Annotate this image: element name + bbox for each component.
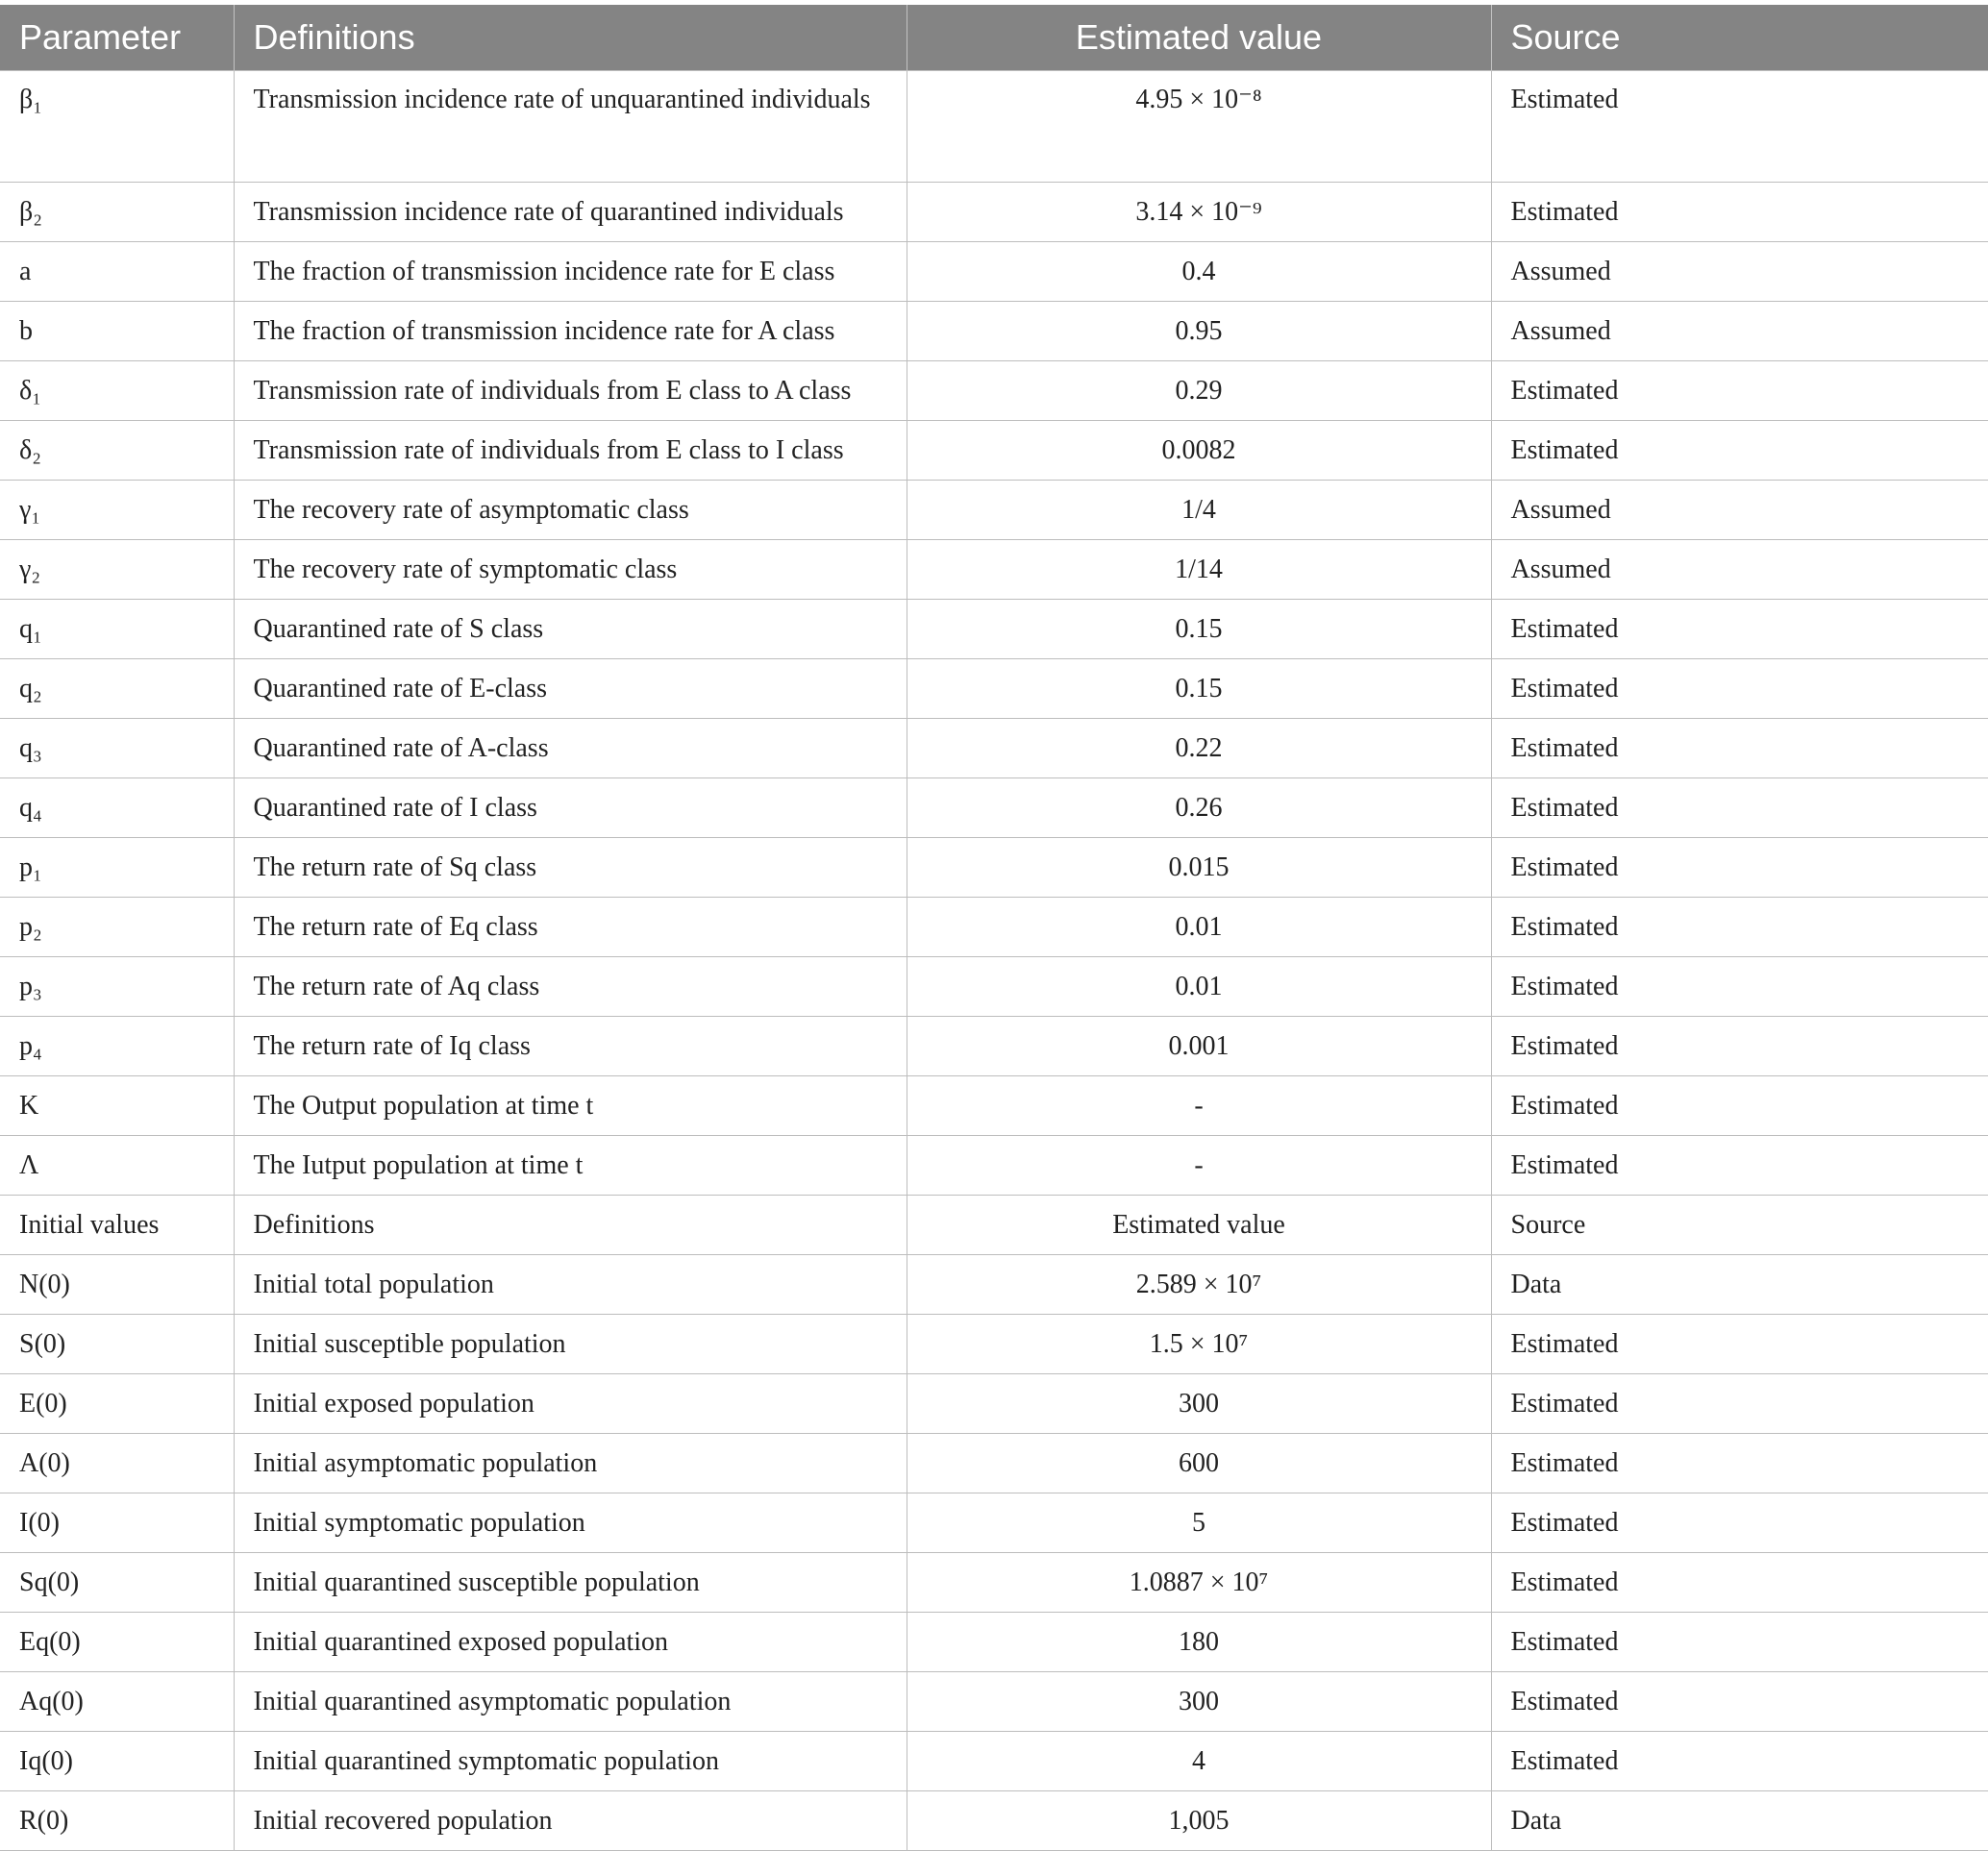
cell-parameter: Eq(0): [0, 1613, 234, 1672]
cell-source: Estimated: [1491, 1732, 1988, 1791]
table-row: [0, 183, 1988, 242]
cell-source: Estimated: [1491, 1315, 1988, 1374]
header-source: Source: [1491, 5, 1988, 71]
cell-parameter: A(0): [0, 1434, 234, 1493]
cell-source: Estimated: [1491, 1076, 1988, 1136]
cell-source: Estimated: [1491, 778, 1988, 838]
header-definitions: Definitions: [234, 5, 907, 71]
cell-definition: The return rate of Aq class: [234, 957, 907, 1017]
cell-source: Estimated: [1491, 1553, 1988, 1613]
cell-definition: The recovery rate of asymptomatic class: [234, 481, 907, 540]
cell-source: Estimated: [1491, 1493, 1988, 1553]
cell-source: Assumed: [1491, 302, 1988, 361]
cell-estimated-value: 300: [907, 1374, 1491, 1434]
table-row: [0, 421, 1988, 481]
cell-definition: Initial total population: [234, 1255, 907, 1315]
cell-definition: Quarantined rate of I class: [234, 778, 907, 838]
cell-parameter: K: [0, 1076, 234, 1136]
table-row: [0, 1374, 1988, 1434]
cell-parameter: δ₂: [0, 421, 234, 481]
cell-parameter: p₄: [0, 1017, 234, 1076]
table-row: [0, 361, 1988, 421]
cell-estimated-value: 180: [907, 1613, 1491, 1672]
cell-definition: Initial quarantined susceptible population: [234, 1553, 907, 1613]
cell-parameter: p₁: [0, 838, 234, 898]
table-row: [0, 302, 1988, 361]
cell-source: Estimated: [1491, 957, 1988, 1017]
cell-definition: Initial quarantined symptomatic population: [234, 1732, 907, 1791]
cell-estimated-value: -: [907, 1136, 1491, 1196]
cell-source: Estimated: [1491, 1434, 1988, 1493]
header-estimated-value: Estimated value: [907, 5, 1491, 71]
table-row: [0, 1315, 1988, 1374]
table-row: [0, 1553, 1988, 1613]
table-row: [0, 838, 1988, 898]
cell-estimated-value: 2.589 × 10⁷: [907, 1255, 1491, 1315]
cell-estimated-value: 1.0887 × 10⁷: [907, 1553, 1491, 1613]
cell-estimated-value: 0.22: [907, 719, 1491, 778]
cell-definition: Initial exposed population: [234, 1374, 907, 1434]
cell-parameter: Sq(0): [0, 1553, 234, 1613]
cell-parameter: γ₂: [0, 540, 234, 600]
cell-estimated-value: 0.4: [907, 242, 1491, 302]
cell-source: Estimated: [1491, 1017, 1988, 1076]
cell-definition: Initial recovered population: [234, 1791, 907, 1851]
cell-estimated-value: 4: [907, 1732, 1491, 1791]
cell-parameter: Aq(0): [0, 1672, 234, 1732]
cell-source: Data: [1491, 1791, 1988, 1851]
cell-source: Estimated: [1491, 1613, 1988, 1672]
cell-definition: Quarantined rate of S class: [234, 600, 907, 659]
cell-parameter: q₂: [0, 659, 234, 719]
cell-estimated-value: 0.01: [907, 957, 1491, 1017]
cell-definition: The recovery rate of symptomatic class: [234, 540, 907, 600]
cell-source: Estimated: [1491, 898, 1988, 957]
cell-source: Estimated: [1491, 600, 1988, 659]
cell-source: Estimated: [1491, 361, 1988, 421]
cell-parameter: E(0): [0, 1374, 234, 1434]
cell-definition: Initial asymptomatic population: [234, 1434, 907, 1493]
table-row: [0, 540, 1988, 600]
cell-parameter: q₃: [0, 719, 234, 778]
cell-definition: The Iutput population at time t: [234, 1136, 907, 1196]
cell-source: Estimated: [1491, 421, 1988, 481]
cell-parameter: Initial values: [0, 1196, 234, 1255]
cell-definition: Quarantined rate of E-class: [234, 659, 907, 719]
cell-parameter: β₁: [0, 71, 234, 183]
cell-parameter: γ₁: [0, 481, 234, 540]
table-row: [0, 957, 1988, 1017]
cell-source: Estimated: [1491, 1374, 1988, 1434]
cell-source: Estimated: [1491, 659, 1988, 719]
cell-parameter: a: [0, 242, 234, 302]
cell-source: Assumed: [1491, 540, 1988, 600]
cell-definition: Transmission incidence rate of unquarantined individuals: [234, 71, 907, 183]
cell-parameter: δ₁: [0, 361, 234, 421]
cell-parameter: Iq(0): [0, 1732, 234, 1791]
cell-parameter: q₄: [0, 778, 234, 838]
cell-source: Estimated: [1491, 719, 1988, 778]
cell-parameter: b: [0, 302, 234, 361]
cell-source: Source: [1491, 1196, 1988, 1255]
table-row: [0, 1076, 1988, 1136]
cell-source: Estimated: [1491, 71, 1988, 183]
cell-definition: The return rate of Sq class: [234, 838, 907, 898]
cell-parameter: I(0): [0, 1493, 234, 1553]
table-row: [0, 1255, 1988, 1315]
cell-estimated-value: -: [907, 1076, 1491, 1136]
cell-estimated-value: 0.015: [907, 838, 1491, 898]
cell-definition: Initial susceptible population: [234, 1315, 907, 1374]
table-row: [0, 600, 1988, 659]
cell-estimated-value: 0.0082: [907, 421, 1491, 481]
cell-definition: Initial symptomatic population: [234, 1493, 907, 1553]
table-row: [0, 1017, 1988, 1076]
table-row: [0, 1434, 1988, 1493]
cell-parameter: N(0): [0, 1255, 234, 1315]
cell-definition: Initial quarantined exposed population: [234, 1613, 907, 1672]
cell-source: Data: [1491, 1255, 1988, 1315]
cell-estimated-value: 0.29: [907, 361, 1491, 421]
table-row: [0, 71, 1988, 183]
cell-estimated-value: 0.15: [907, 659, 1491, 719]
cell-definition: Transmission rate of individuals from E class to I class: [234, 421, 907, 481]
cell-estimated-value: 300: [907, 1672, 1491, 1732]
table-row: [0, 242, 1988, 302]
table-row: [0, 1613, 1988, 1672]
table-row: [0, 898, 1988, 957]
cell-definition: The fraction of transmission incidence rate for E class: [234, 242, 907, 302]
cell-estimated-value: 1,005: [907, 1791, 1491, 1851]
cell-estimated-value: 0.26: [907, 778, 1491, 838]
cell-estimated-value: 0.01: [907, 898, 1491, 957]
cell-source: Estimated: [1491, 838, 1988, 898]
cell-estimated-value: 5: [907, 1493, 1491, 1553]
table-row: [0, 659, 1988, 719]
cell-estimated-value: 1/14: [907, 540, 1491, 600]
cell-definition: Transmission incidence rate of quarantined individuals: [234, 183, 907, 242]
cell-parameter: p₂: [0, 898, 234, 957]
cell-definition: The return rate of Iq class: [234, 1017, 907, 1076]
cell-source: Assumed: [1491, 481, 1988, 540]
cell-estimated-value: 3.14 × 10⁻⁹: [907, 183, 1491, 242]
cell-estimated-value: 600: [907, 1434, 1491, 1493]
cell-definition: The Output population at time t: [234, 1076, 907, 1136]
cell-definition: Initial quarantined asymptomatic population: [234, 1672, 907, 1732]
cell-definition: The fraction of transmission incidence rate for A class: [234, 302, 907, 361]
cell-source: Assumed: [1491, 242, 1988, 302]
cell-parameter: p₃: [0, 957, 234, 1017]
table-row: [0, 1136, 1988, 1196]
cell-estimated-value: 1/4: [907, 481, 1491, 540]
cell-definition: Quarantined rate of A-class: [234, 719, 907, 778]
cell-source: Estimated: [1491, 1136, 1988, 1196]
table-row: [0, 481, 1988, 540]
cell-source: Estimated: [1491, 183, 1988, 242]
table-row: [0, 778, 1988, 838]
table-row: [0, 1196, 1988, 1255]
cell-parameter: Λ: [0, 1136, 234, 1196]
cell-parameter: S(0): [0, 1315, 234, 1374]
cell-definition: Definitions: [234, 1196, 907, 1255]
header-row: [0, 5, 1988, 71]
cell-parameter: β₂: [0, 183, 234, 242]
cell-estimated-value: 1.5 × 10⁷: [907, 1315, 1491, 1374]
table-row: [0, 719, 1988, 778]
header-parameter: Parameter: [0, 5, 234, 71]
cell-estimated-value: 0.95: [907, 302, 1491, 361]
table-row: [0, 1732, 1988, 1791]
cell-parameter: q₁: [0, 600, 234, 659]
table-row: [0, 1672, 1988, 1732]
table-row: [0, 1791, 1988, 1851]
cell-estimated-value: 0.15: [907, 600, 1491, 659]
cell-estimated-value: 0.001: [907, 1017, 1491, 1076]
parameter-table: [0, 5, 1988, 1851]
table-row: [0, 1493, 1988, 1553]
cell-parameter: R(0): [0, 1791, 234, 1851]
cell-definition: The return rate of Eq class: [234, 898, 907, 957]
cell-source: Estimated: [1491, 1672, 1988, 1732]
cell-definition: Transmission rate of individuals from E class to A class: [234, 361, 907, 421]
cell-estimated-value: Estimated value: [907, 1196, 1491, 1255]
cell-estimated-value: 4.95 × 10⁻⁸: [907, 71, 1491, 183]
